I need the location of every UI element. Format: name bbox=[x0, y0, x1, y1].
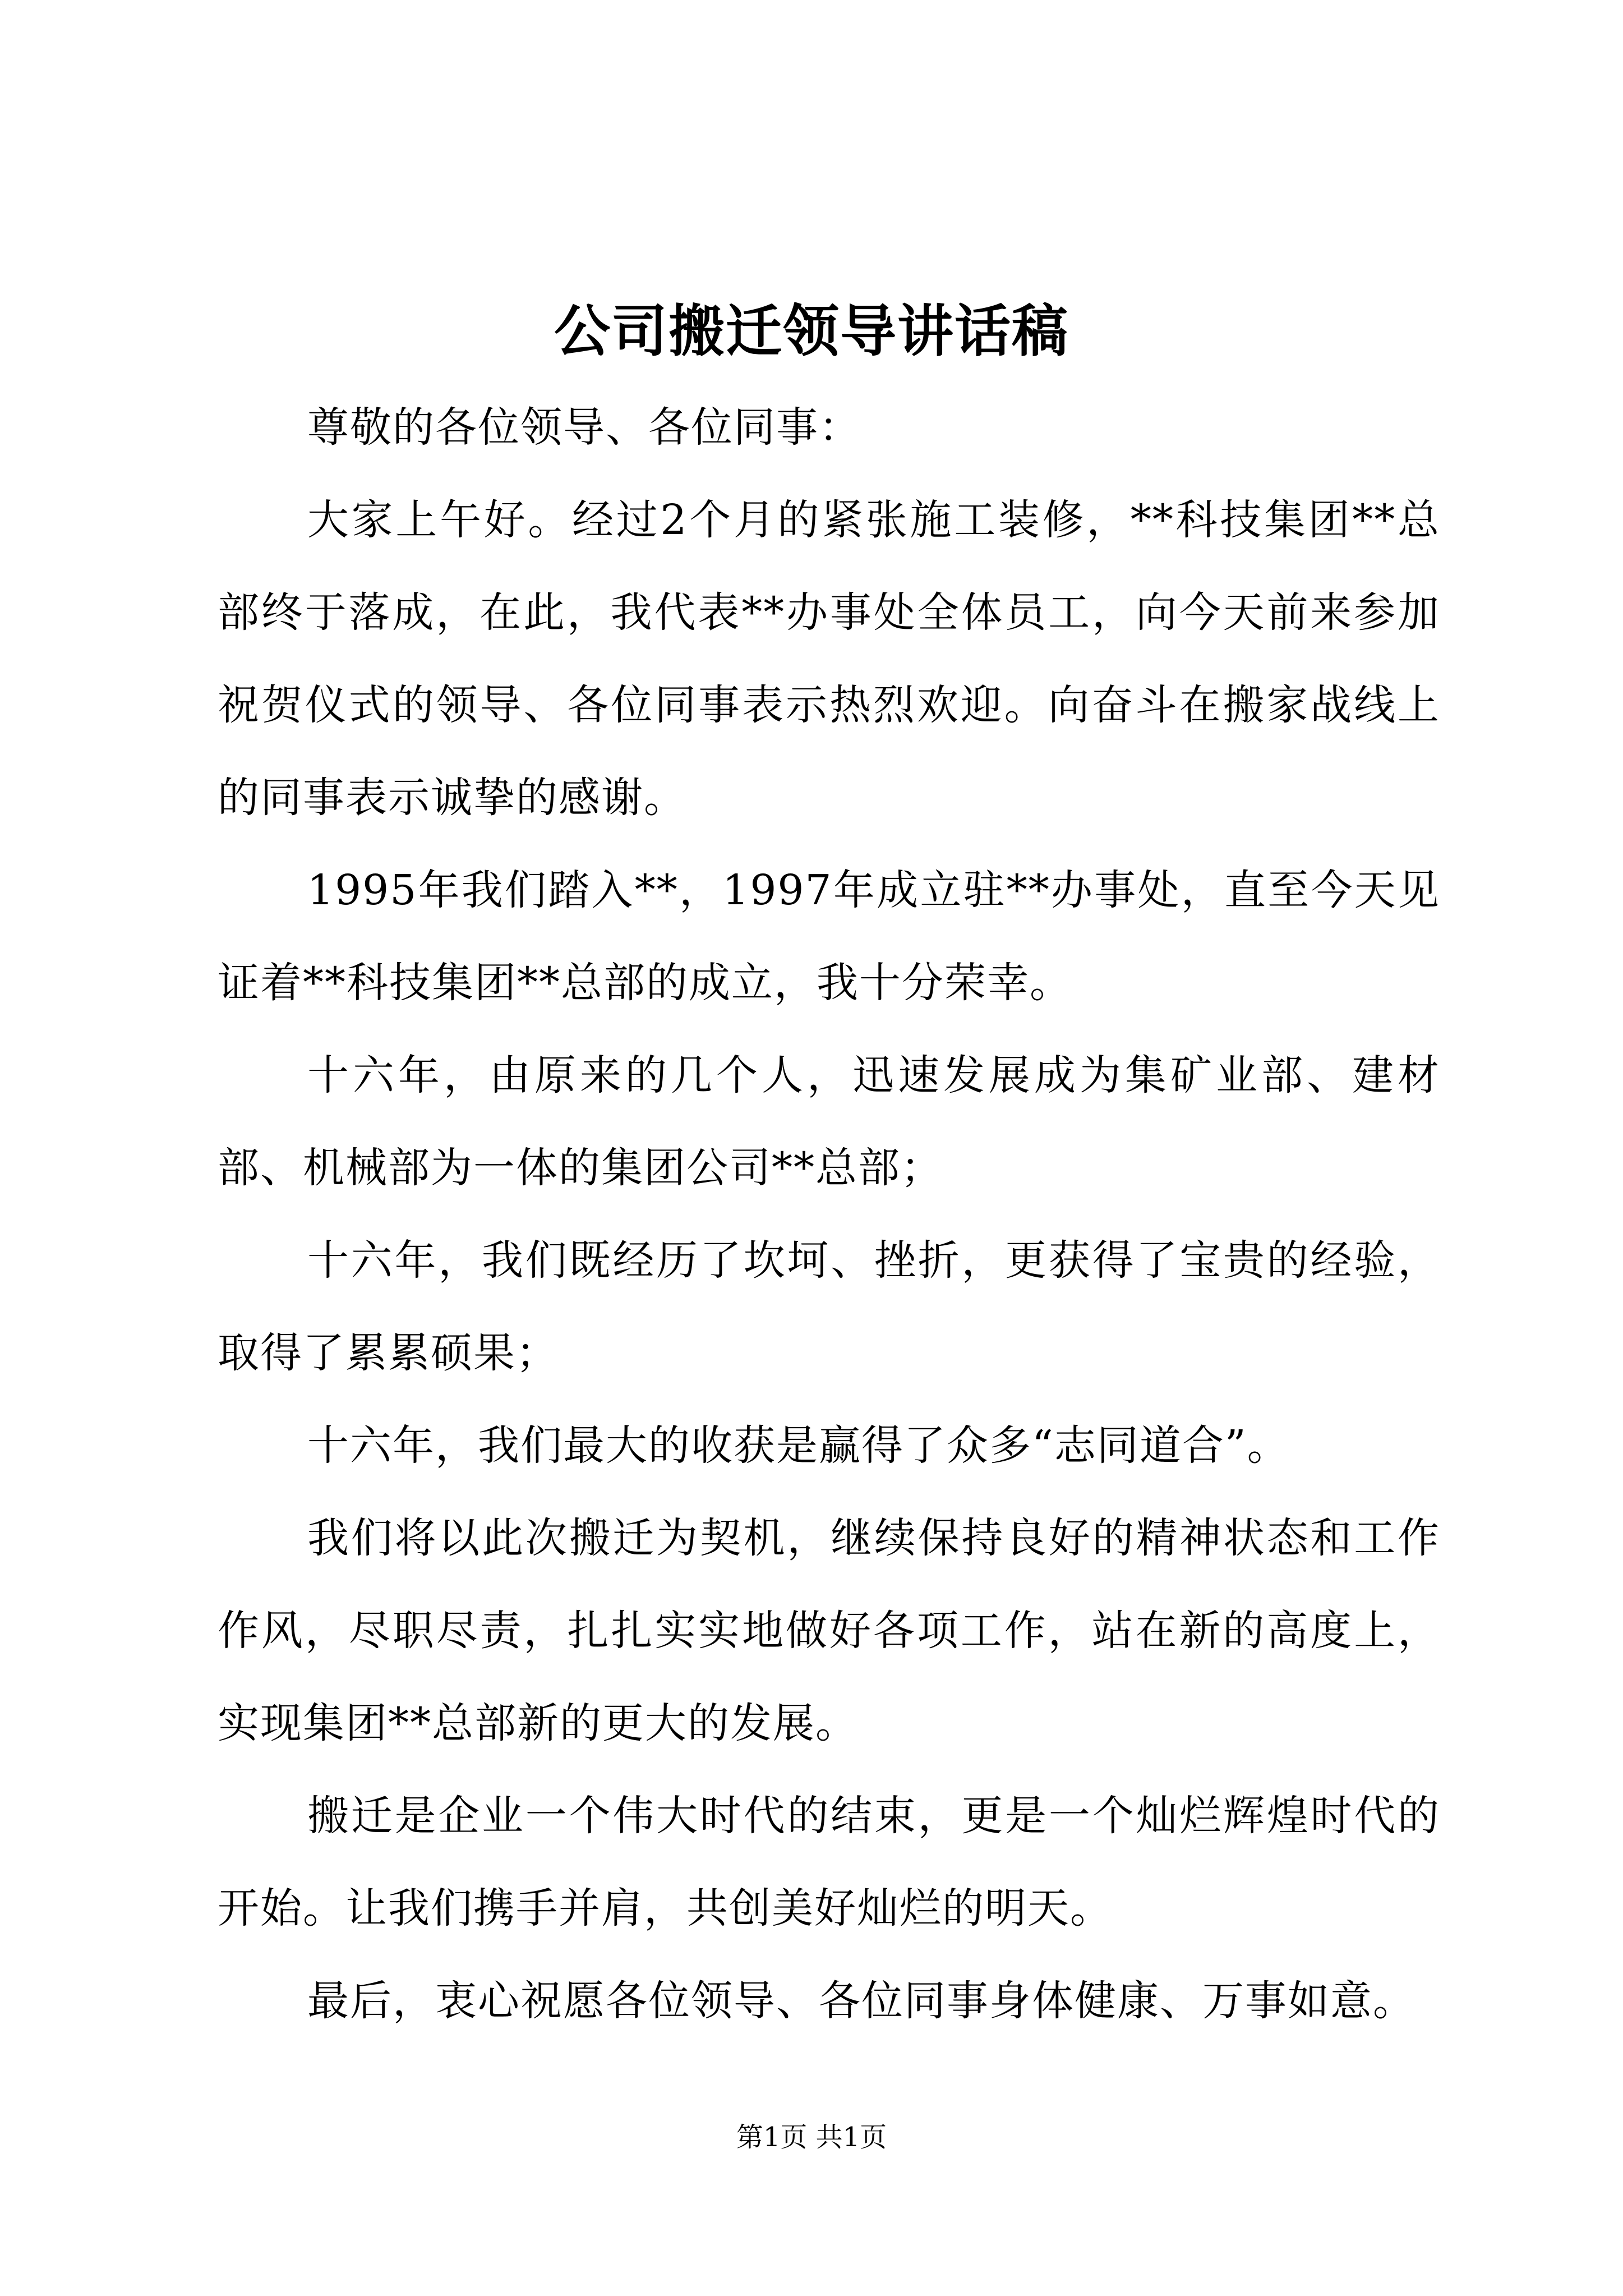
page-footer: 第1页 共1页 bbox=[736, 2122, 887, 2153]
document-body bbox=[218, 381, 1440, 2047]
paragraph-closing-wishes: 最后，衷心祝愿各位领导、各位同事身体健康、万事如意。 bbox=[307, 1977, 1415, 2025]
paragraph-commitment: 我们将以此次搬迁为契机，继续保持良好的精神状态和工作作风，尽职尽责，扎扎实实地做好各项工作，站在新的高度上，实现集团**总部新的更大的发展。 bbox=[218, 1514, 1440, 1747]
paragraph-salutation: 尊敬的各位领导、各位同事： bbox=[307, 403, 861, 452]
paragraph-greeting: 大家上午好。经过2个月的紧张施工装修，**科技集团**总部终于落成，在此，我代表**办事处全体员工，向今天前来参加祝贺仪式的领导、各位同事表示热烈欢迎。向奋斗在搬家战线上的同事表示诚挚的感谢。 bbox=[218, 496, 1440, 822]
paragraph-history: 1995年我们踏入**，1997年成立驻**办事处，直至今天见证着**科技集团**总部的成立，我十分荣幸。 bbox=[218, 866, 1440, 1007]
paragraph-experience: 十六年，我们既经历了坎坷、挫折，更获得了宝贵的经验，取得了累累硕果； bbox=[218, 1236, 1440, 1377]
paragraph-new-era: 搬迁是企业一个伟大时代的结束，更是一个灿烂辉煌时代的开始。让我们携手并肩，共创美好灿烂的明天。 bbox=[218, 1792, 1440, 1932]
document-title: 公司搬迁领导讲话稿 bbox=[554, 298, 1069, 364]
paragraph-harvest: 十六年，我们最大的收获是赢得了众多“志同道合”。 bbox=[307, 1421, 1290, 1470]
paragraph-growth: 十六年，由原来的几个人，迅速发展成为集矿业部、建材部、机械部为一体的集团公司**总部； bbox=[218, 1051, 1440, 1192]
